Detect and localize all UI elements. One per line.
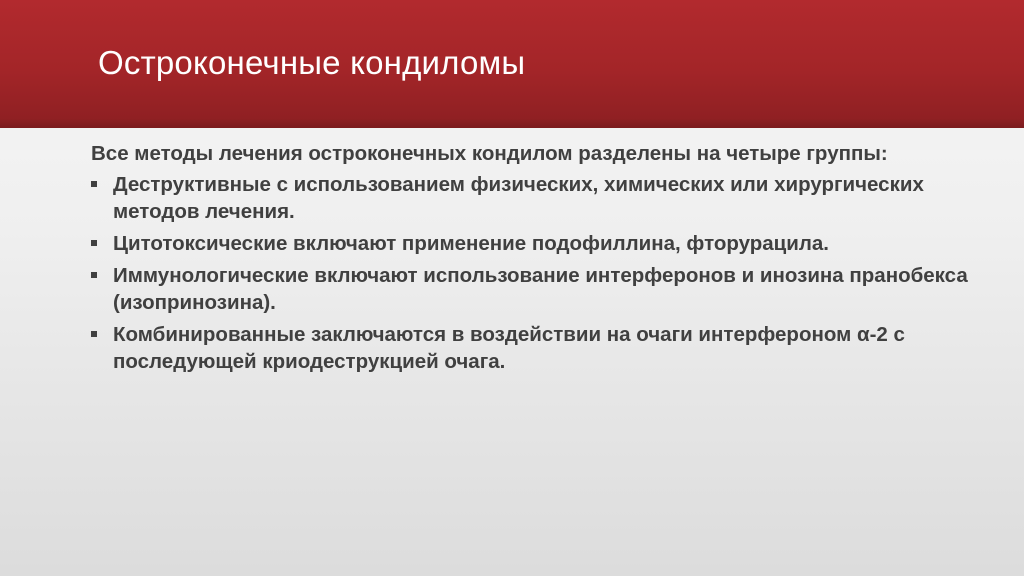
square-bullet-icon <box>91 272 97 278</box>
bullet-list <box>91 171 1011 375</box>
intro-text: Все методы лечения остроконечных кондилом разделены на четыре группы: <box>91 142 888 165</box>
slide-title: Остроконечные кондиломы <box>98 44 526 81</box>
bullet-text: Комбинированные заключаются в воздействии на очаги интерфероном α-2 с последующей криодеструкцией очага. <box>113 323 905 373</box>
square-bullet-icon <box>91 240 97 246</box>
bullet-item-cytotoxic <box>91 230 1011 257</box>
bullet-item-immunological <box>91 262 1011 316</box>
title-bar-shadow <box>0 118 1024 128</box>
bullet-text: Иммунологические включают использование интерферонов и инозина пранобекса (изопринозина). <box>113 264 968 314</box>
bullet-item-combined <box>91 321 1011 375</box>
bullet-item-destructive <box>91 171 1011 225</box>
square-bullet-icon <box>91 181 97 187</box>
square-bullet-icon <box>91 331 97 337</box>
title-bar <box>0 0 1024 128</box>
bullet-text: Цитотоксические включают применение подофиллина, фторурацила. <box>113 232 829 255</box>
bullet-text: Деструктивные с использованием физических, химических или хирургических методов лечения. <box>113 173 924 223</box>
slide-body <box>91 140 1011 380</box>
